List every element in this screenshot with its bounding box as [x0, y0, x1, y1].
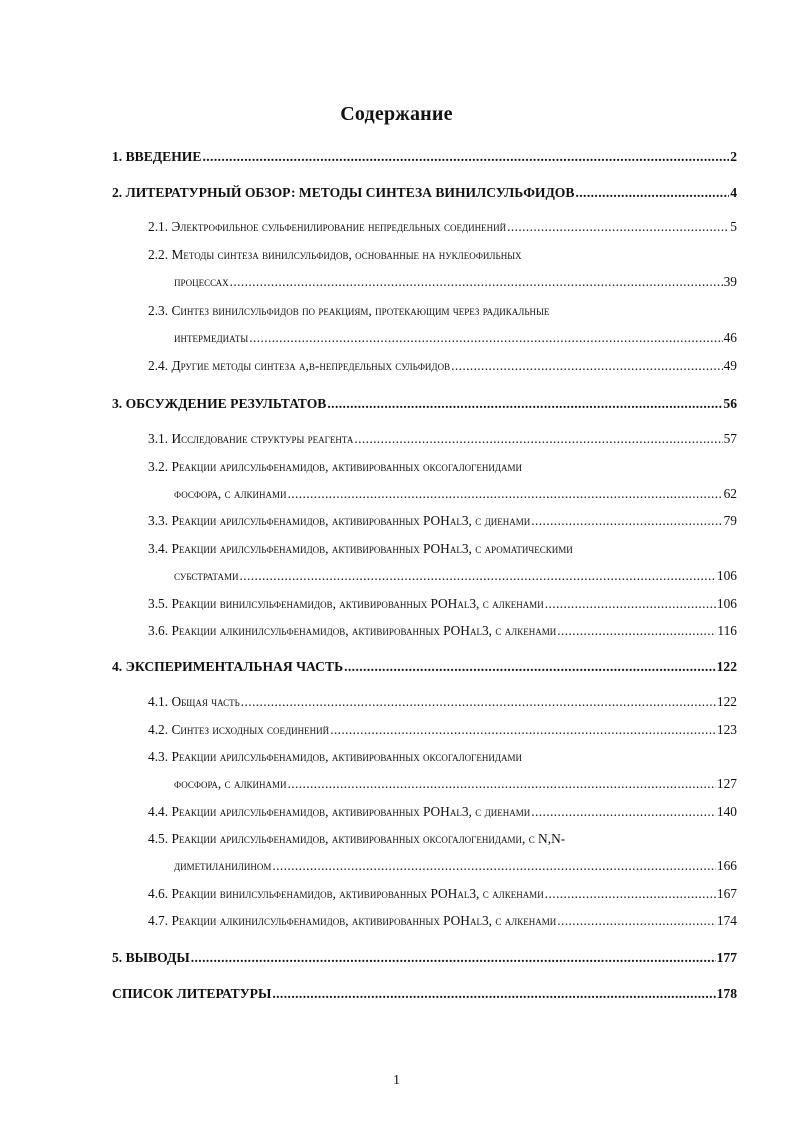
toc-entry-4-3-line2[interactable]: фосфора, с алкинами ..... 127	[174, 775, 737, 793]
toc-entry-experimental[interactable]: 4. ЭКСПЕРИМЕНТАЛЬНАЯ ЧАСТЬ ..... 122	[112, 658, 737, 676]
toc-entry-conclusions[interactable]: 5. ВЫВОДЫ ..... 177	[112, 949, 737, 967]
toc-entry-3-2-line1[interactable]: 3.2. Реакции арилсульфенамидов, активированных оксогалогенидами	[148, 459, 523, 474]
toc-entry-references[interactable]: СПИСОК ЛИТЕРАТУРЫ ..... 178	[112, 985, 737, 1003]
toc-entry-3-4-line1[interactable]: 3.4. Реакции арилсульфенамидов, активированных POHal3, с ароматическими	[148, 541, 573, 556]
toc-entry-introduction[interactable]: 1. ВВЕДЕНИЕ ..... 2	[112, 148, 737, 166]
toc-entry-3-6[interactable]: 3.6. Реакции алкинилсульфенамидов, активированных POHal3, с алкенами ..... 116	[148, 622, 737, 640]
toc-entry-results-discussion[interactable]: 3. ОБСУЖДЕНИЕ РЕЗУЛЬТАТОВ ..... 56	[112, 395, 737, 413]
toc-entry-4-1[interactable]: 4.1. Общая часть ..... 122	[148, 693, 737, 711]
toc-entry-3-4-line2[interactable]: субстратами ..... 106	[174, 567, 737, 585]
toc-entry-4-2[interactable]: 4.2. Синтез исходных соединений ..... 123	[148, 721, 737, 739]
toc-entry-4-5-line1[interactable]: 4.5. Реакции арилсульфенамидов, активированных оксогалогенидами, с N,N-	[148, 831, 566, 846]
toc-entry-2-3-line2[interactable]: интермедиаты ..... 46	[174, 329, 737, 347]
page-title: Содержание	[340, 103, 453, 125]
toc-entry-3-3[interactable]: 3.3. Реакции арилсульфенамидов, активированных POHal3, с диенами ..... 79	[148, 512, 737, 530]
toc-entry-4-6[interactable]: 4.6. Реакции винилсульфенамидов, активированных POHal3, с алкенами ..... 167	[148, 885, 737, 903]
toc-entry-4-4[interactable]: 4.4. Реакции арилсульфенамидов, активированных POHal3, с диенами ..... 140	[148, 803, 737, 821]
toc-entry-2-2-line2[interactable]: процессах ..... 39	[174, 273, 737, 291]
toc-entry-2-2-line1[interactable]: 2.2. Методы синтеза винилсульфидов, основанные на нуклеофильных	[148, 247, 522, 262]
toc-entry-2-1[interactable]: 2.1. Электрофильное сульфенилирование непредельных соединений ..... 5	[148, 218, 737, 236]
toc-entry-2-3-line1[interactable]: 2.3. Синтез винилсульфидов по реакциям, протекающим через радикальные	[148, 303, 550, 318]
toc-entry-3-2-line2[interactable]: фосфора, с алкинами ..... 62	[174, 485, 737, 503]
toc-entry-4-5-line2[interactable]: диметиланилином ..... 166	[174, 857, 737, 875]
toc-entry-4-3-line1[interactable]: 4.3. Реакции арилсульфенамидов, активированных оксогалогенидами	[148, 749, 523, 764]
toc-entry-2-4[interactable]: 2.4. Другие методы синтеза α,β-непредельных сульфидов ..... 49	[148, 357, 737, 375]
toc-entry-4-7[interactable]: 4.7. Реакции алкинилсульфенамидов, активированных POHal3, с алкенами ..... 174	[148, 912, 737, 930]
toc-entry-3-1[interactable]: 3.1. Исследование структуры реагента ..... 57	[148, 430, 737, 448]
toc-entry-literature-review[interactable]: 2. ЛИТЕРАТУРНЫЙ ОБЗОР: МЕТОДЫ СИНТЕЗА ВИНИЛСУЛЬФИДОВ ..... 4	[112, 184, 737, 202]
toc-entry-3-5[interactable]: 3.5. Реакции винилсульфенамидов, активированных POHal3, с алкенами ..... 106	[148, 595, 737, 613]
page-number: 1	[393, 1073, 400, 1088]
